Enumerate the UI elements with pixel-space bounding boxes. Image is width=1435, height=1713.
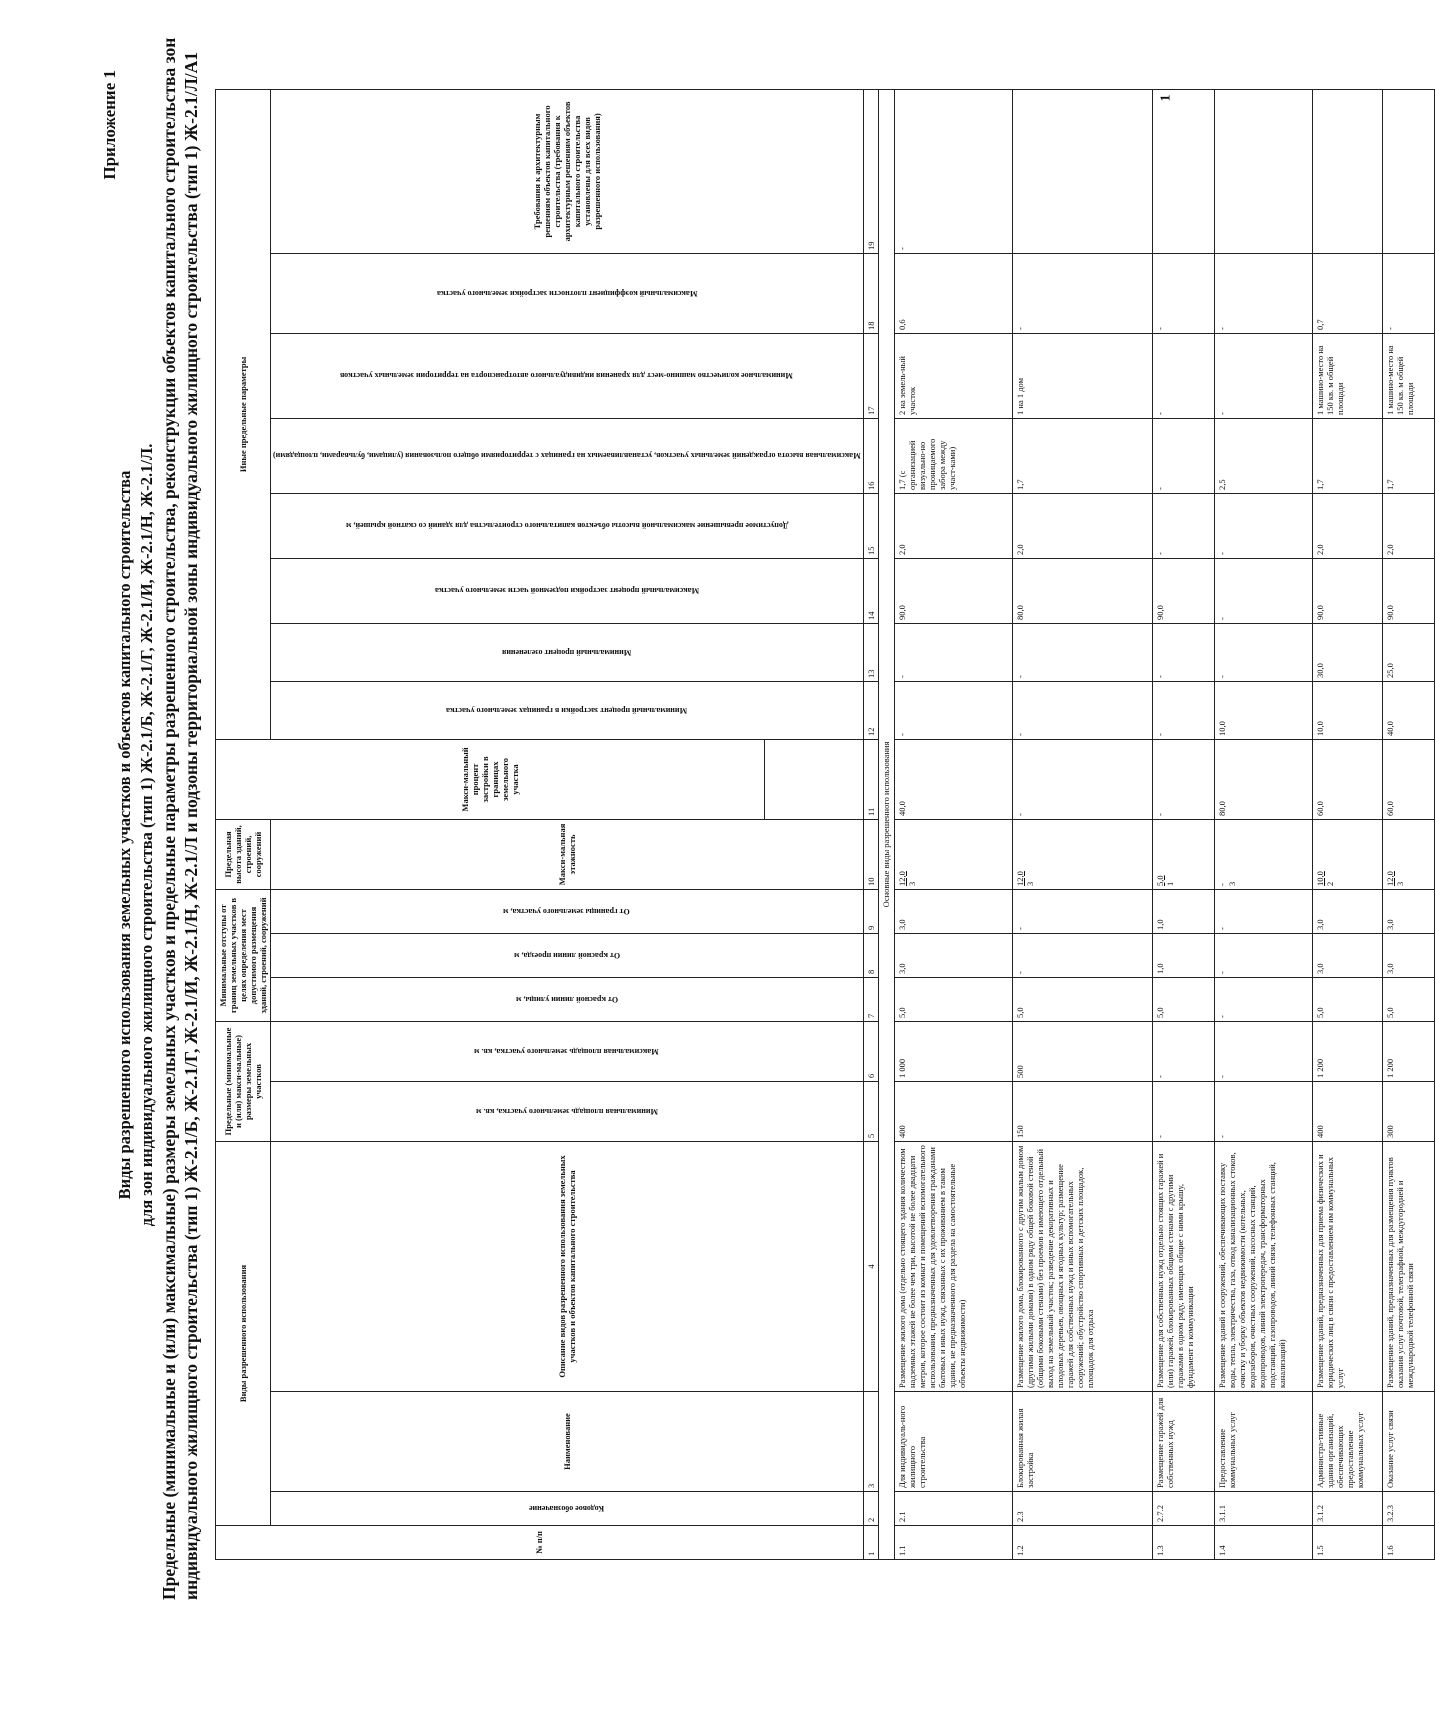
cell-from-border: -	[1214, 889, 1312, 933]
table-row	[1012, 89, 1152, 1559]
cell-name: Размещение гаражей для собственных нужд	[1152, 1392, 1214, 1492]
header-setbacks: Минимальные отступы от границ земельных участков в целях определения мест допустимого размещения зданий, строений, сооружений	[216, 889, 271, 1021]
cell-col-12: 40,0	[1382, 681, 1434, 739]
cell-from-drive: -	[1214, 933, 1312, 977]
cell-max-area: -	[1152, 1021, 1214, 1081]
cell-col-15: 2,0	[1312, 493, 1382, 558]
cell-no: 1.6	[1382, 1526, 1434, 1560]
col-number: 11	[863, 739, 878, 819]
cell-col-16: 1,7 (с организацией визуально-но проницаемого забора между участ-ками)	[894, 418, 1012, 493]
col-number: 9	[863, 889, 878, 933]
cell-name: Администра-тивные здания организаций, обеспечивающих предоставление коммунальных услуг	[1312, 1392, 1382, 1492]
cell-from-drive: 3,0	[1312, 933, 1382, 977]
cell-description: Размещение зданий, предназначенных для приема физических и юридических лиц в связи с предоставлением им коммунальных услуг	[1312, 1141, 1382, 1391]
cell-col-13: -	[1012, 623, 1152, 681]
cell-from-street: 5,0	[1152, 977, 1214, 1021]
cell-max-percent: 40,0	[894, 739, 1012, 819]
cell-from-border: 1,0	[1152, 889, 1214, 933]
cell-description: Размещение жилого дома (отдельно стоящего здания количеством надземных этажей не более чем три, высотой не более двадцати метров, которое состоит из комнат и помещений вспомогательного использования, предназначенных для удовлетворения гражданами бытовых и иных нужд, связанных с их проживанием в таком здании, не предназначенного для раздела на самостоятельные объекты недвижимости)	[894, 1141, 1012, 1391]
col-number: 18	[863, 253, 878, 333]
cell-code: 2.1	[894, 1492, 1012, 1526]
cell-description: Размещение жилого дома, блокированного с другим жилым домом (другими жилыми домами) в одном ряду общей боковой стеной (общими боковыми стенами) без проемов и имеющего отдельный выход на земельный участок; разведение декоративных и плодовых деревьев, овощных и ягодных культур; размещение гаражей для собственных нужд и иных вспомогательных сооружений; обустройство спортивных и детских площадок, площадок для отдыха	[1012, 1141, 1152, 1391]
col-number: 12	[863, 681, 878, 739]
floors-value: 3	[1226, 881, 1237, 886]
cell-col-16: 1,7	[1382, 418, 1434, 493]
cell-col-15: -	[1214, 493, 1312, 558]
cell-code: 3.1.2	[1312, 1492, 1382, 1526]
cell-max-area: 1 000	[894, 1021, 1012, 1081]
col-number: 5	[863, 1081, 878, 1141]
column-numbers-row	[863, 89, 878, 1559]
header-col-12: Минимальный процент застройки в границах земельного участка	[446, 705, 688, 715]
height-value: 12,0	[1014, 871, 1025, 886]
header-description: Описание видов разрешенного использования земельных участков и объектов капитального строительства	[271, 1141, 864, 1391]
cell-code: 2.7.2	[1152, 1492, 1214, 1526]
page-number: 1	[1158, 94, 1174, 102]
cell-col-17: 1 машино-место на 150 кв. м общей площади	[1382, 333, 1434, 418]
header-col-14: Максимальный процент застройки подземной части земельного участка	[434, 586, 699, 596]
cell-col-12: -	[1152, 681, 1214, 739]
cell-col-15: 2,0	[1382, 493, 1434, 558]
cell-col-15: 2,0	[1012, 493, 1152, 558]
cell-description: Размещение для собственных нужд отдельно стоящих гаражей и (или) гаражей, блокированных общими стенами с другими гаражами в одном ряду, имеющих общие с ними крышу, фундамент и коммуникации	[1152, 1141, 1214, 1391]
header-from-street: От красной линии улицы, м	[515, 994, 618, 1004]
title-line-2: для зон индивидуального жилищного строительства (тип 1) Ж-2.1/Б, Ж-2.1/Г, Ж-2.1/И, Ж-2.1/Н, Ж-2.1/Л.	[137, 443, 156, 1227]
cell-col-15: 2,0	[894, 493, 1012, 558]
cell-description: Размещение зданий, предназначенных для размещения пунктов оказания услуг почтовой, телеграфной, междугородней и международной телефонной связи	[1382, 1141, 1434, 1391]
col-number: 16	[863, 418, 878, 493]
header-from-drive: От красной линии проезда, м	[513, 950, 620, 960]
cell-max-percent: 80,0	[1214, 739, 1312, 819]
col-number: 2	[863, 1492, 878, 1526]
header-vri: Виды разрешенного использования	[216, 1141, 271, 1525]
title-line-4: индивидуального жилищного строительства (тип 1) Ж-2.1/Б, Ж-2.1/Г, Ж-2.1/И, Ж-2.1/Н, Ж-2.1/Л и подзоны территориальной зоны индивидуального жилищного строительства (тип 1) Ж-2.1/Л/А1	[181, 51, 201, 1600]
col-number: 4	[863, 1141, 878, 1391]
table-row	[1152, 89, 1214, 1559]
cell-height	[1382, 819, 1434, 889]
cell-col-14: 90,0	[1152, 558, 1214, 623]
header-max-percent: Макси-мальный процент застройки в границах земельного участка	[216, 739, 765, 819]
height-value: 10,0	[1314, 871, 1325, 886]
col-number: 8	[863, 933, 878, 977]
height-value: 5,0	[1154, 875, 1165, 886]
cell-col-14: 90,0	[894, 558, 1012, 623]
cell-col-19	[1382, 89, 1434, 253]
header-col-19: Требования к архитектурным решениям объектов капитального строительства (требования к архитектурным решениям объектов капитального строительства установлены для всех видов разрешенного использования)	[271, 89, 864, 253]
floors-value: 3	[906, 881, 917, 886]
cell-col-17: 2 на земель-ный участок	[894, 333, 1012, 418]
height-value: -	[1216, 883, 1227, 886]
cell-col-12: -	[894, 681, 1012, 739]
appendix-label: Приложение 1	[100, 70, 119, 180]
header-name: Наименование	[271, 1392, 864, 1492]
cell-name: Оказание услуг связи	[1382, 1392, 1434, 1492]
cell-name: Блокированная жилая застройка	[1012, 1392, 1152, 1492]
cell-col-17: -	[1152, 333, 1214, 418]
header-max-floors: Макси-мальная этажность	[271, 819, 864, 889]
cell-col-14: 80,0	[1012, 558, 1152, 623]
cell-col-19	[1012, 89, 1152, 253]
header-height: Предельная высота зданий, строений, сооружений	[216, 819, 271, 889]
header-max-area: Максимальная площадь земельного участка, кв. м	[474, 1046, 660, 1056]
cell-max-area: 1 200	[1382, 1021, 1434, 1081]
table-row	[1312, 89, 1382, 1559]
cell-name: Для индивидуаль-ного жилищного строительства	[894, 1392, 1012, 1492]
cell-col-12: 10,0	[1214, 681, 1312, 739]
cell-from-street: 5,0	[894, 977, 1012, 1021]
cell-col-18: -	[1382, 253, 1434, 333]
cell-col-15: -	[1152, 493, 1214, 558]
cell-from-drive: -	[1012, 933, 1152, 977]
cell-height	[1152, 819, 1214, 889]
cell-col-18: -	[1012, 253, 1152, 333]
cell-max-percent: -	[1152, 739, 1214, 819]
floors-value: 2	[1324, 881, 1335, 886]
cell-col-19: -	[894, 89, 1012, 253]
cell-no: 1.4	[1214, 1526, 1312, 1560]
cell-col-19	[1214, 89, 1312, 253]
cell-height	[1012, 819, 1152, 889]
cell-col-13: -	[1214, 623, 1312, 681]
col-number: 6	[863, 1021, 878, 1081]
cell-code: 3.2.3	[1382, 1492, 1434, 1526]
cell-min-area: -	[1152, 1081, 1214, 1141]
header-other: Иные предельные параметры	[216, 89, 271, 739]
header-col-15: Допустимое превышение максимальной высоты объектов капитального строительства для зданий со скатной крышей, м	[345, 521, 789, 531]
cell-no: 1.1	[894, 1526, 1012, 1560]
cell-max-area: -	[1214, 1021, 1312, 1081]
cell-col-19	[1312, 89, 1382, 253]
parameters-table	[215, 89, 1435, 1560]
cell-from-street: 5,0	[1312, 977, 1382, 1021]
cell-col-18: 0,7	[1312, 253, 1382, 333]
section-header: Основные виды разрешенного использования	[878, 89, 894, 1559]
cell-from-drive: 3,0	[894, 933, 1012, 977]
cell-col-13: 30,0	[1312, 623, 1382, 681]
cell-from-border: 3,0	[1382, 889, 1434, 933]
cell-col-14: 90,0	[1382, 558, 1434, 623]
cell-from-drive: 1,0	[1152, 933, 1214, 977]
cell-no: 1.3	[1152, 1526, 1214, 1560]
cell-min-area: 400	[1312, 1081, 1382, 1141]
header-col-18: Максимальный коэффициент плотности застройки земельного участка	[436, 288, 698, 298]
table-row	[1214, 89, 1312, 1559]
cell-col-17: 1 на 1 дом	[1012, 333, 1152, 418]
cell-max-area: 1 200	[1312, 1021, 1382, 1081]
header-col-17: Минимальное количество машино-мест для хранения индивидуального автотранспорта на территории земельных участков	[340, 371, 794, 381]
height-value: 12,0	[896, 871, 907, 886]
cell-col-19	[1152, 89, 1214, 253]
cell-from-street: 5,0	[1382, 977, 1434, 1021]
cell-col-16: 1,7	[1012, 418, 1152, 493]
header-no: № п/п	[216, 1526, 864, 1560]
cell-no: 1.5	[1312, 1526, 1382, 1560]
header-sizes: Предельные (минимальные и (или) макси-мальные) размеры земельных участков	[216, 1021, 271, 1141]
cell-min-area: -	[1214, 1081, 1312, 1141]
header-col-16: Максимальная высота ограждений земельных участков, устанавливаемых на границах с территориями общего пользования (улицами, бульварами, площадями)	[273, 451, 861, 461]
col-number: 19	[863, 89, 878, 253]
cell-no: 1.2	[1012, 1526, 1152, 1560]
cell-col-16: 1,7	[1312, 418, 1382, 493]
cell-from-border: 3,0	[1312, 889, 1382, 933]
cell-max-percent: 60,0	[1312, 739, 1382, 819]
cell-col-18: 0,6	[894, 253, 1012, 333]
cell-col-13: -	[1152, 623, 1214, 681]
col-number: 3	[863, 1392, 878, 1492]
cell-max-area: 500	[1012, 1021, 1152, 1081]
cell-col-13: 25,0	[1382, 623, 1434, 681]
cell-col-12: -	[1012, 681, 1152, 739]
cell-description: Размещение зданий и сооружений, обеспечивающих поставку воды, тепла, электричества, газа, отвод канализационных стоков, очистку и уборку объектов недвижимости (котельных, водозаборов, очистных сооружений, насосных станций, водопроводов, линий электропередач, трансформаторных подстанций, газопроводов, линий связи, телефонных станций, канализаций)	[1214, 1141, 1312, 1391]
cell-col-16: -	[1152, 418, 1214, 493]
cell-from-border: 3,0	[894, 889, 1012, 933]
height-value: 12,0	[1384, 871, 1395, 886]
cell-col-18: -	[1152, 253, 1214, 333]
col-number: 1	[863, 1526, 878, 1560]
floors-value: 1	[1164, 881, 1175, 886]
table-row	[894, 89, 1012, 1559]
cell-col-13: -	[894, 623, 1012, 681]
cell-col-12: 10,0	[1312, 681, 1382, 739]
cell-from-drive: 3,0	[1382, 933, 1434, 977]
cell-min-area: 400	[894, 1081, 1012, 1141]
cell-max-percent: -	[1012, 739, 1152, 819]
cell-col-14: 90,0	[1312, 558, 1382, 623]
header-min-area: Минимальная площадь земельного участка, кв. м	[475, 1106, 658, 1116]
col-number: 14	[863, 558, 878, 623]
cell-max-percent: 60,0	[1382, 739, 1434, 819]
document-title	[114, 37, 202, 1600]
cell-code: 2.3	[1012, 1492, 1152, 1526]
cell-col-14: -	[1214, 558, 1312, 623]
col-number: 17	[863, 333, 878, 418]
col-number: 13	[863, 623, 878, 681]
floors-value: 3	[1394, 881, 1405, 886]
title-line-3: Предельные (минимальные и (или) максимальные) размеры земельных участков и предельные параметры разрешенного строительства, реконструкции объектов капитального строительства зон	[159, 37, 179, 1600]
cell-from-border: -	[1012, 889, 1152, 933]
cell-min-area: 300	[1382, 1081, 1434, 1141]
title-line-1: Виды разрешенного использования земельных участков и объектов капитального строительства	[115, 470, 134, 1200]
header-from-border: От границы земельного участка, м	[503, 906, 631, 916]
cell-from-street: 5,0	[1012, 977, 1152, 1021]
header-col-13: Минимальный процент озеленения	[502, 647, 632, 657]
cell-col-16: 2,5	[1214, 418, 1312, 493]
col-number: 15	[863, 493, 878, 558]
cell-col-18: -	[1214, 253, 1312, 333]
cell-col-17: 1 машино-место на 150 кв. м общей площади	[1312, 333, 1382, 418]
rotated-document	[100, 37, 1415, 1600]
cell-height	[1312, 819, 1382, 889]
cell-name: Предоставление коммунальных услуг	[1214, 1392, 1312, 1492]
col-number: 10	[863, 819, 878, 889]
table-row	[1382, 89, 1434, 1559]
cell-height	[1214, 819, 1312, 889]
header-code: Кодовое обозначение	[529, 1504, 605, 1513]
col-number: 7	[863, 977, 878, 1021]
cell-code: 3.1.1	[1214, 1492, 1312, 1526]
cell-height	[894, 819, 1012, 889]
cell-from-street: -	[1214, 977, 1312, 1021]
cell-min-area: 150	[1012, 1081, 1152, 1141]
cell-col-17: -	[1214, 333, 1312, 418]
floors-value: 3	[1024, 881, 1035, 886]
